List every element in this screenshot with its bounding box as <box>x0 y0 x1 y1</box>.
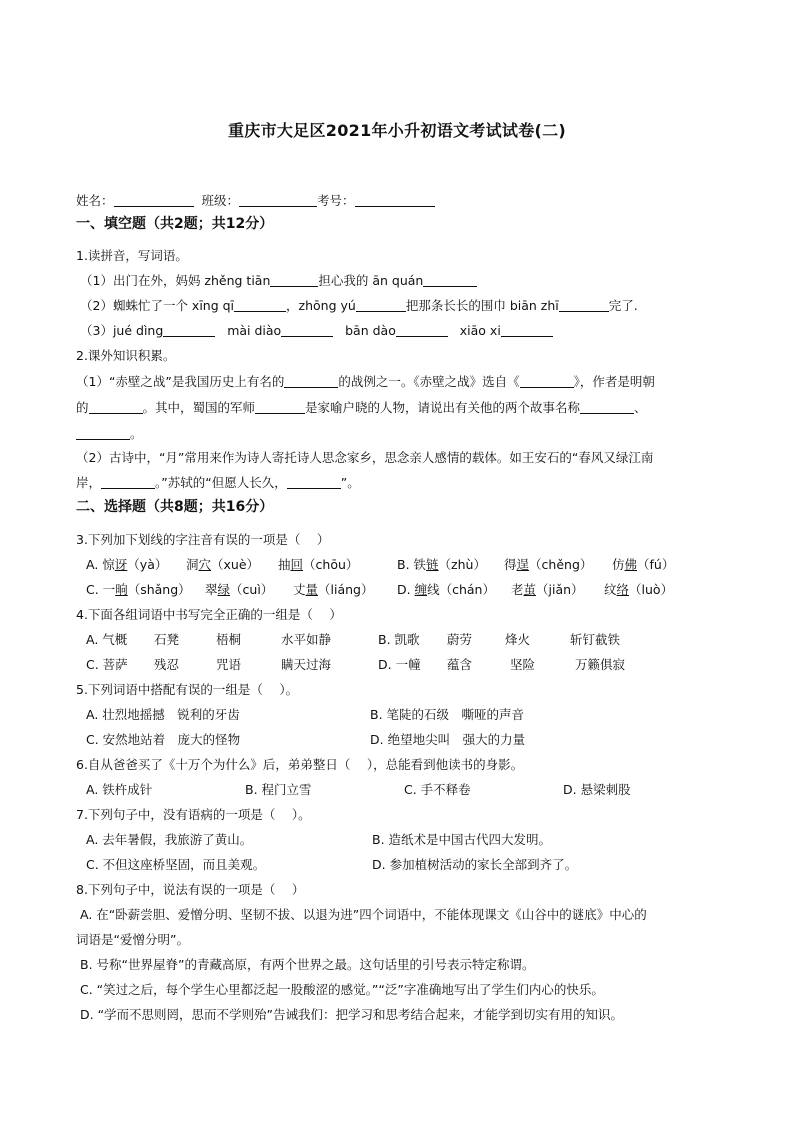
answer-blank[interactable] <box>255 401 305 414</box>
q1-text: 把那条长长的围巾 biān zhī <box>405 298 559 313</box>
q4-word: 水平如静 <box>281 632 332 647</box>
q4-row2 <box>0 657 794 673</box>
answer-blank[interactable] <box>520 375 574 388</box>
q6-option-d[interactable]: D. 悬梁刺股 <box>563 782 631 797</box>
q3-row2 <box>0 582 794 598</box>
q5-option-c[interactable]: C. 安然地站着 庞大的怪物 <box>86 732 241 747</box>
q4-option-b[interactable]: B. 凯歌 <box>378 632 420 647</box>
q1-stem: 1.读拼音，写词语。 <box>76 248 188 263</box>
q5-row2 <box>0 732 794 748</box>
q5-option-a[interactable]: A. 壮烈地摇撼 锐利的牙齿 <box>86 707 240 722</box>
q4-word: 斩钉截铁 <box>570 632 621 647</box>
student-info-line <box>76 193 435 209</box>
number-field[interactable] <box>355 194 435 207</box>
q2-text: 。”苏轼的“但愿人长久， <box>155 475 287 490</box>
q3-option-b-word3: 仿佛（fú） <box>612 557 675 572</box>
q8-option-d[interactable]: D. “学而不思则罔，思而不学则殆”告诫我们：把学习和思考结合起来，才能学到切实有用的知识。 <box>80 1007 624 1022</box>
q2-text: 的战例之一。《赤壁之战》选自《 <box>338 374 520 389</box>
q2-text: （1）“赤壁之战”是我国历史上有名的 <box>76 374 285 389</box>
q4-word: 残忍 <box>154 657 180 672</box>
q8-stem: 8.下列句子中，说法有误的一项是（ ） <box>76 882 305 897</box>
q1-text: bān dào <box>345 323 396 338</box>
q5-option-d[interactable]: D. 绝望地尖叫 强大的力量 <box>370 732 526 747</box>
q4-word: 蕴含 <box>447 657 473 672</box>
number-label: 考号： <box>316 193 355 208</box>
q4-word: 梧桐 <box>216 632 242 647</box>
q6-option-b[interactable]: B. 程门立雪 <box>245 782 312 797</box>
q1-line2 <box>80 298 638 314</box>
q5-stem: 5.下列词语中搭配有误的一组是（ ）。 <box>76 682 299 697</box>
q4-word: 万籁俱寂 <box>575 657 626 672</box>
q3-option-d-word2: 老茧（jiǎn） <box>511 582 584 597</box>
q1-text: mài diào <box>227 323 282 338</box>
q6-stem: 6.自从爸爸买了《十万个为什么》后，弟弟整日（ ），总能看到他读书的身影。 <box>76 757 524 772</box>
q4-word: 咒语 <box>216 657 242 672</box>
q8-option-c[interactable]: C. “笑过之后，每个学生心里都泛起一股酸涩的感觉。”“泛”字准确地写出了学生们内心的快乐。 <box>80 982 604 997</box>
q2-text: ”。 <box>340 475 360 490</box>
q4-word: 烽火 <box>505 632 531 647</box>
q6-row <box>0 782 794 798</box>
q4-option-d[interactable]: D. 一幢 <box>378 657 421 672</box>
name-field[interactable] <box>114 194 194 207</box>
q2-text: 的 <box>76 400 89 415</box>
q2-text: 》，作者是明朝 <box>573 374 655 389</box>
section2-heading: 二、选择题（共8题；共16分） <box>76 499 274 515</box>
q7-option-b[interactable]: B. 造纸术是中国古代四大发明。 <box>372 832 552 847</box>
q4-word: 瞒天过海 <box>281 657 332 672</box>
class-label: 班级： <box>201 193 239 208</box>
q1-text: ，zhōng yú <box>286 298 356 313</box>
q3-option-d-word3: 纹络（luò） <box>604 582 674 597</box>
q7-option-d[interactable]: D. 参加植树活动的家长全部到齐了。 <box>372 857 578 872</box>
answer-blank[interactable] <box>284 375 338 388</box>
q1-text: xiāo xi <box>459 323 501 338</box>
answer-blank[interactable] <box>287 476 341 489</box>
q3-option-a[interactable]: A. 惊讶（yà） <box>86 557 168 572</box>
q7-stem: 7.下列句子中，没有语病的一项是（ ）。 <box>76 807 311 822</box>
q2-line4: （2）古诗中，“月”常用来作为诗人寄托诗人思念家乡，思念亲人感情的载体。如王安石的“春风又绿江南 <box>76 450 654 465</box>
q4-word: 石凳 <box>154 632 180 647</box>
answer-blank[interactable] <box>356 299 406 312</box>
q8-option-a[interactable]: A. 在“卧薪尝胆、爱憎分明、坚韧不拔、以退为进”四个词语中，不能体现课文《山谷中的谜底》中心的 <box>80 907 647 922</box>
q3-option-b-word2: 得逞（chěng） <box>504 557 593 572</box>
q1-text: （1）出门在外，妈妈 zhěng tiān <box>80 273 271 288</box>
answer-blank[interactable] <box>89 401 143 414</box>
q3-option-a-word3: 抽回（chōu） <box>278 557 359 572</box>
q3-option-c[interactable]: C. 一晌（shǎng） <box>86 582 191 597</box>
q2-text: 是家喻户晓的人物，请说出有关他的两个故事名称 <box>305 400 581 415</box>
answer-blank[interactable] <box>559 299 609 312</box>
q1-text: 担心我的 ān quán <box>318 273 424 288</box>
q2-text: 岸， <box>76 475 102 490</box>
q4-word: 蔚劳 <box>447 632 473 647</box>
q4-option-c[interactable]: C. 菩萨 <box>86 657 128 672</box>
answer-blank[interactable] <box>234 299 286 312</box>
answer-blank[interactable] <box>501 324 553 337</box>
q1-text: 完了. <box>608 298 638 313</box>
answer-blank[interactable] <box>270 274 318 287</box>
class-field[interactable] <box>239 194 317 207</box>
q4-row1 <box>0 632 794 648</box>
q5-row1 <box>0 707 794 723</box>
q2-text: 、 <box>634 400 647 415</box>
answer-blank[interactable] <box>101 476 155 489</box>
q3-option-d[interactable]: D. 缠线（chán） <box>397 582 495 597</box>
q1-line3 <box>80 323 553 339</box>
section1-heading: 一、填空题（共2题；共12分） <box>76 216 274 232</box>
q1-text: （2）蜘蛛忙了一个 xīng qī <box>80 298 235 313</box>
q1-line1 <box>80 273 477 289</box>
q3-option-c-word3: 丈量（liáng） <box>293 582 374 597</box>
q7-row1 <box>0 832 794 848</box>
answer-blank[interactable] <box>580 401 634 414</box>
answer-blank[interactable] <box>423 274 477 287</box>
q2-line2 <box>76 400 647 416</box>
answer-blank[interactable] <box>396 324 448 337</box>
q8-option-a-continued: 词语是“爱憎分明”。 <box>76 932 189 947</box>
q3-option-c-word2: 翠绿（cuì） <box>205 582 274 597</box>
q6-option-a[interactable]: A. 铁杵成针 <box>86 782 153 797</box>
q5-option-b[interactable]: B. 笔陡的石级 嘶哑的声音 <box>370 707 525 722</box>
q2-stem: 2.课外知识积累。 <box>76 348 176 363</box>
q8-option-b[interactable]: B. 号称“世界屋脊”的青藏高原，有两个世界之最。这句话里的引号表示特定称谓。 <box>80 957 535 972</box>
name-label: 姓名： <box>76 193 114 208</box>
q3-row1 <box>0 557 794 573</box>
q7-option-a[interactable]: A. 去年暑假，我旅游了黄山。 <box>86 832 253 847</box>
q2-line5 <box>76 475 360 491</box>
q2-line3 <box>76 426 143 442</box>
page-title: 重庆市大足区2021年小升初语文考试试卷(二) <box>227 121 567 140</box>
q6-option-c[interactable]: C. 手不释卷 <box>404 782 471 797</box>
q3-option-a-word2: 洞穴（xuè） <box>186 557 260 572</box>
answer-blank[interactable] <box>281 324 333 337</box>
answer-blank[interactable] <box>76 427 130 440</box>
answer-blank[interactable] <box>163 324 215 337</box>
q7-option-c[interactable]: C. 不但这座桥坚固，而且美观。 <box>86 857 266 872</box>
q3-stem: 3.下列加下划线的字注音有误的一项是（ ） <box>76 532 330 547</box>
q1-text: （3）jué dìng <box>80 323 164 338</box>
q2-text: 。 <box>130 426 143 441</box>
q2-line1 <box>76 374 655 390</box>
q4-option-a[interactable]: A. 气概 <box>86 632 128 647</box>
q3-option-b[interactable]: B. 铁链（zhù） <box>397 557 486 572</box>
q2-text: 。其中，蜀国的军师 <box>142 400 256 415</box>
q4-stem: 4.下面各组词语中书写完全正确的一组是（ ） <box>76 607 342 622</box>
q4-word: 坚险 <box>510 657 536 672</box>
q7-row2 <box>0 857 794 873</box>
